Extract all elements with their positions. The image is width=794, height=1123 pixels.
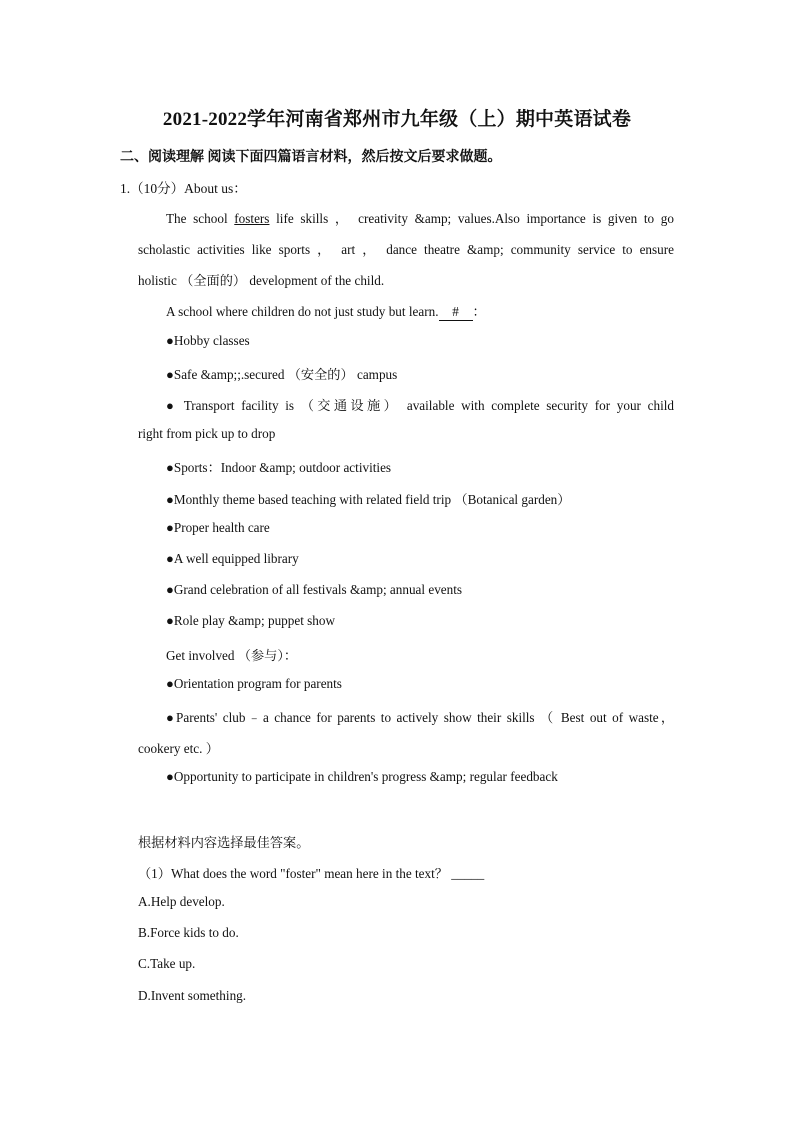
list-item	[166, 364, 397, 383]
bullet-icon: ●	[166, 520, 174, 535]
passage-line-4	[166, 301, 486, 321]
option-b[interactable]: B.Force kids to do.	[138, 925, 239, 940]
list-item	[166, 333, 250, 349]
list-item	[166, 551, 299, 567]
option-c[interactable]: C.Take up.	[138, 956, 196, 971]
passage-text: ：	[472, 304, 486, 319]
list-item-text: Orientation program for parents	[173, 676, 342, 691]
list-item-text: Role play &amp; puppet show	[173, 613, 336, 628]
list-item-text: Parents' club﹣a chance for parents to actively show their skills （ Best out of waste，	[176, 710, 675, 725]
list-item	[166, 520, 270, 536]
list-item	[166, 769, 558, 785]
list-item	[166, 582, 462, 598]
bullet-icon: ●	[166, 460, 174, 475]
bullet-icon: ●	[166, 582, 174, 597]
question-heading	[120, 177, 247, 197]
subquestion-text: （1）What does the word "foster" mean here in the text？	[138, 866, 448, 881]
passage-text: The school	[166, 211, 235, 226]
bullet-icon: ●	[166, 333, 174, 348]
answer-blank[interactable]: _____	[451, 866, 485, 881]
option-a[interactable]: A.Help develop.	[138, 894, 225, 909]
bullet-icon: ●	[166, 398, 178, 413]
option-d[interactable]: D.Invent something.	[138, 988, 247, 1003]
list-item-text: A well equipped library	[173, 551, 299, 566]
answer-blank[interactable]: #	[439, 304, 473, 321]
list-item-text: Hobby classes	[173, 333, 250, 348]
underlined-word: fosters	[234, 211, 270, 226]
section-heading: 二、阅读理解 阅读下面四篇语言材料，然后按文后要求做题。	[120, 150, 502, 165]
passage-text: A school where children do not just study but learn.	[166, 304, 439, 319]
list-item-text: Safe &amp;;.secured （安全的） campus	[173, 367, 398, 382]
list-item	[166, 676, 342, 692]
list-item-text: Sports：Indoor &amp; outdoor activities	[173, 460, 392, 475]
page-title: 2021-2022学年河南省郑州市九年级（上）期中英语试卷	[162, 109, 632, 130]
list-item-continuation: right from pick up to drop	[138, 426, 276, 441]
passage-text: life skills ， creativity &amp; values.Also importance is given to go	[269, 211, 674, 226]
list-item-text: Monthly theme based teaching with related field trip （Botanical garden）	[173, 492, 571, 507]
passage-line-1	[166, 208, 674, 227]
subquestion-1	[138, 863, 484, 882]
question-title: About us：	[184, 181, 247, 196]
list-item-text: Transport facility is （交通设施） available with complete security for your child	[177, 398, 674, 413]
bullet-icon: ●	[166, 613, 174, 628]
list-item	[166, 707, 674, 726]
instructions: 根据材料内容选择最佳答案。	[138, 835, 310, 850]
bullet-icon: ●	[166, 769, 174, 784]
bullet-icon: ●	[166, 367, 174, 382]
subheading-get-involved: Get involved （参与）：	[166, 648, 298, 663]
question-number: 1.（10分）	[120, 181, 185, 196]
bullet-icon: ●	[166, 676, 174, 691]
list-item	[166, 457, 391, 476]
list-item	[166, 395, 674, 414]
bullet-icon: ●	[166, 710, 177, 725]
bullet-icon: ●	[166, 492, 174, 507]
passage-line-2: scholastic activities like sports ， art ， dance theatre &amp; community service to ensure	[138, 242, 674, 257]
list-item-continuation: cookery etc. ）	[138, 741, 219, 756]
list-item	[166, 489, 570, 508]
bullet-icon: ●	[166, 551, 174, 566]
list-item-text: Grand celebration of all festivals &amp; annual events	[173, 582, 463, 597]
list-item	[166, 613, 335, 629]
list-item-text: Proper health care	[173, 520, 270, 535]
passage-line-3: holistic （全面的） development of the child.	[138, 273, 385, 288]
list-item-text: Opportunity to participate in children's progress &amp; regular feedback	[173, 769, 558, 784]
